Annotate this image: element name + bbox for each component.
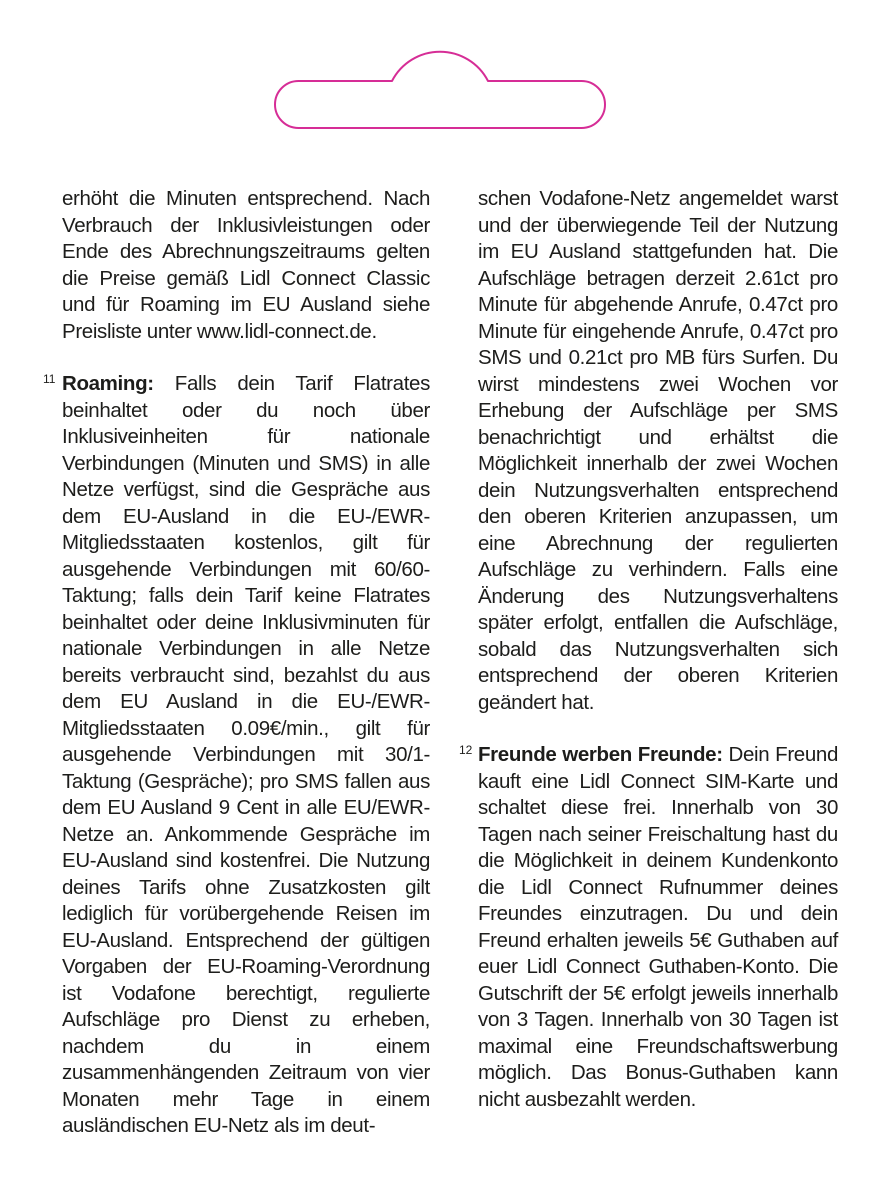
footnote-number-11: 11 xyxy=(43,372,56,386)
left-column xyxy=(43,186,430,1140)
paragraph-12-body: Dein Freund kauft eine Lidl Connect SIM-Karte und schaltet diese frei. Innerhalb von 30 Tagen nach seiner Freischaltung hast du die Möglichkeit in deinem Kundenkonto die Lidl Connect Rufnummer deines Freundes einzutragen. Du und dein Freund erhalten jeweils 5€ Guthaben auf euer Lidl Connect Guthaben-Konto. Die Gutschrift der 5€ erfolgt jeweils innerhalb von 3 Tagen. Innerhalb von 30 Tagen ist maximal eine Freundschaftswerbung möglich. Das Bonus-Guthaben kann nicht ausbezahlt werden. xyxy=(478,743,839,1111)
footnote-number-12: 12 xyxy=(459,743,473,757)
cutout-outline xyxy=(275,52,605,128)
hanger-cutout-shape xyxy=(0,0,885,160)
right-column xyxy=(459,186,839,1113)
paragraph-11 xyxy=(43,371,430,1140)
paragraph-11-body: Falls dein Tarif Flatrates beinhaltet oder du noch über Inklusiveinheiten für nationale Verbindungen (Minuten und SMS) in alle Netze verfügst, sind die Gespräche aus dem EU-Ausland in die EU-/EWR-Mitgliedsstaaten kostenlos, gilt für ausgehende Verbindungen mit 60/60-Taktung; falls dein Tarif keine Flatrates beinhaltet oder deine Inklusivminuten für nationale Verbindungen in alle Netze bereits verbraucht sind, bezahlst du aus dem EU Ausland in die EU-/EWR- Mitgliedsstaaten 0.09€/min., gilt für ausgehende Verbindungen mit 30/1-Taktung (Gespräche); pro SMS fallen aus dem EU Ausland 9 Cent in alle EU/EWR-Netze an. Ankommende Gespräche im EU-Ausland sind kostenfrei. Die Nutzung deines Tarifs ohne Zusatzkosten gilt lediglich für vorübergehende Reisen im EU-Ausland. Entsprechend der gültigen Vorgaben der EU-Roaming-Verordnung ist Vodafone berechtigt, regulierte Aufschläge pro Dienst zu erheben, nachdem du in einem zusammenhängenden Zeitraum von vier Monaten mehr Tage in einem ausländischen EU-Netz als im deut- xyxy=(62,372,430,1137)
paragraph-12-title: Freunde werben Freunde: xyxy=(478,743,723,766)
continuation-paragraph: schen Vodafone-Netz angemeldet warst und der überwiegende Teil der Nutzung im EU Ausland stattgefunden hat. Die Aufschläge betragen derzeit 2.61ct pro Minute für abgehende Anrufe, 0.47ct pro Minute für eingehende Anrufe, 0.47ct pro SMS und 0.21ct pro MB fürs Surfen. Du wirst mindestens zwei Wochen vor Erhebung der Aufschläge per SMS benachrichtigt und erhältst die Möglichkeit innerhalb der zwei Wochen dein Nutzungsverhalten entsprechend den oberen Kriterien anzupassen, um eine Abrechnung der regulierten Aufschläge zu verhindern. Falls eine Änderung des Nutzungsverhaltens später erfolgt, entfallen die Aufschläge, sobald das Nutzungsverhalten sich entsprechend der oberen Kriterien geändert hat. xyxy=(478,187,838,714)
intro-paragraph: erhöht die Minuten entsprechend. Nach Verbrauch der Inklusivleistungen oder Ende des Abrechnungszeitraums gelten die Preise gemäß Lidl Connect Classic und für Roaming im EU Ausland siehe Preisliste unter www.lidl-connect.de. xyxy=(62,187,430,343)
paragraph-11-title: Roaming: xyxy=(62,372,154,395)
paragraph-12 xyxy=(459,742,839,1113)
